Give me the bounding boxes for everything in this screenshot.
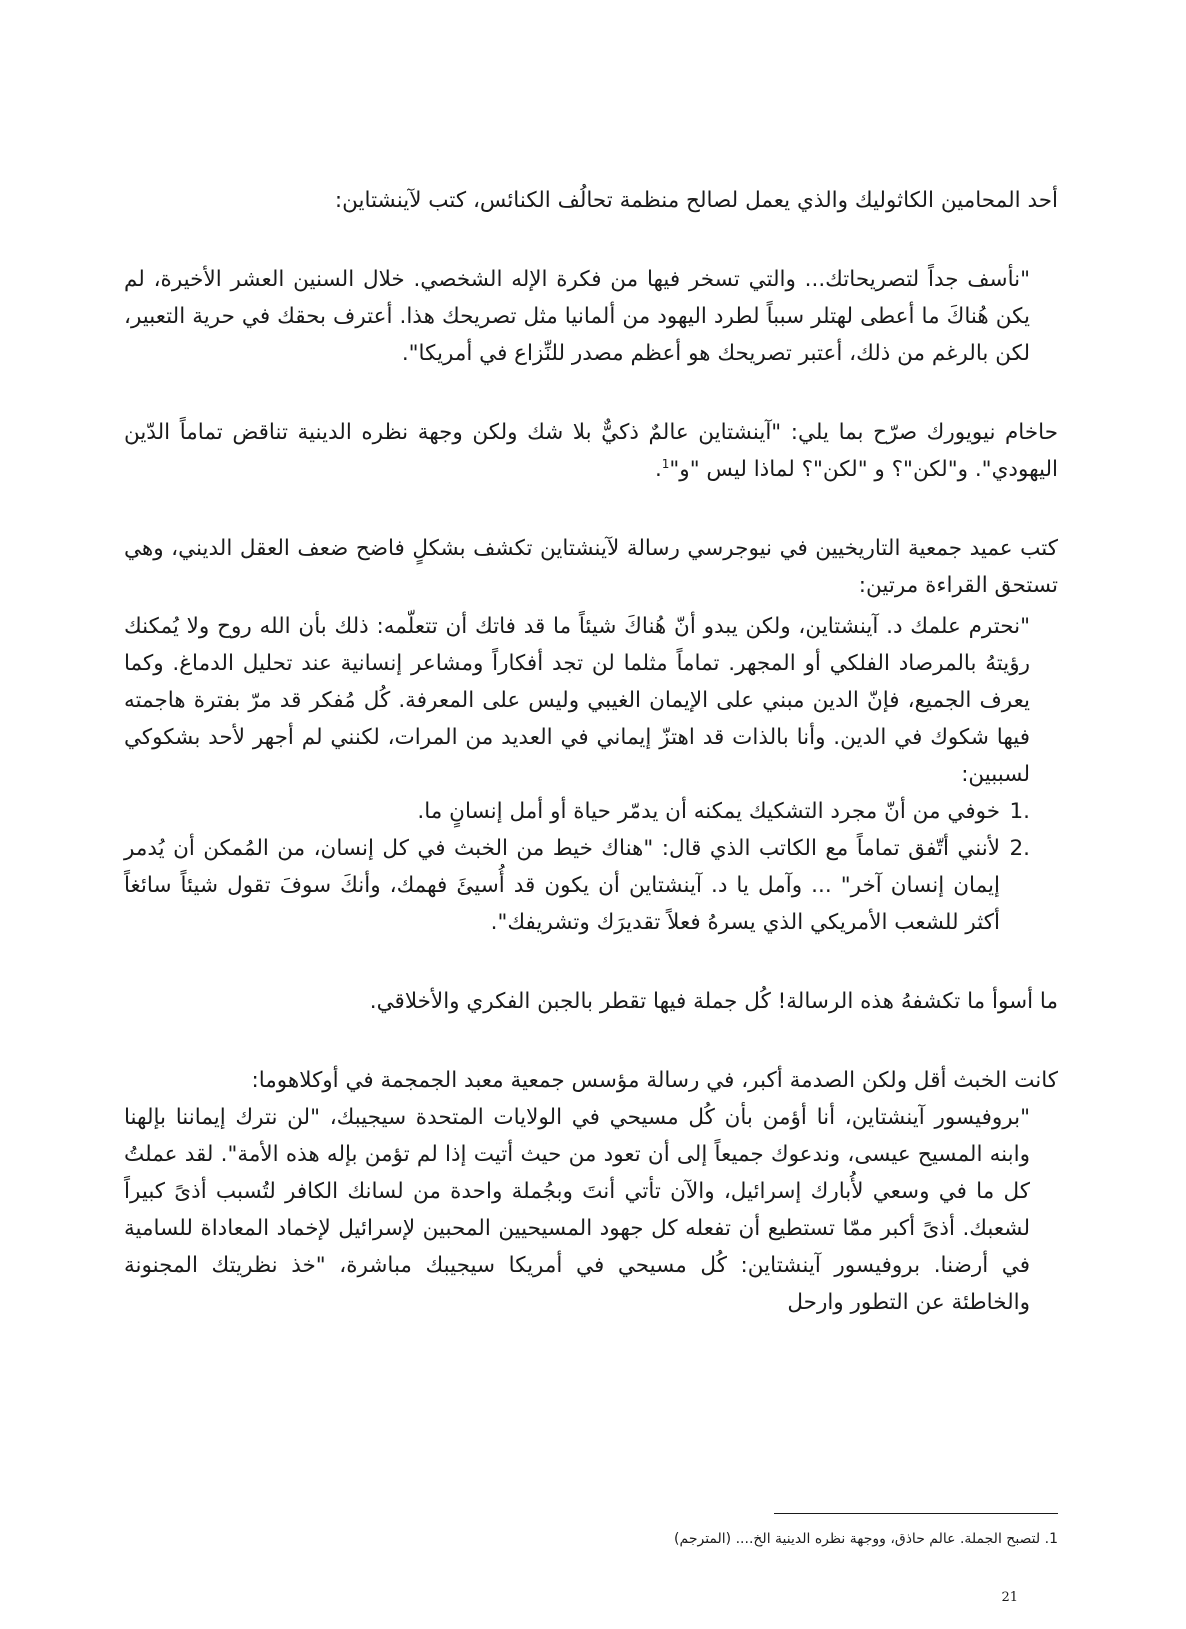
paragraph-commentary: ما أسوأ ما تكشفهُ هذه الرسالة! كُل جملة فيها تقطر بالجبن الفكري والأخلاقي. bbox=[369, 989, 1058, 1014]
footnote-reference[interactable]: 1 bbox=[661, 456, 670, 471]
page-number: 21 bbox=[1001, 1590, 1018, 1605]
list-item-number: 2. bbox=[1009, 836, 1030, 861]
paragraph-rabbi bbox=[124, 414, 1058, 488]
rabbi-text: حاخام نيويورك صرّح بما يلي: "آينشتاين عالمٌ ذكيٌّ بلا شك ولكن وجهة نظره الدينية تناقض تماماً الدّين اليهودي". و"لكن"؟ و "لكن"؟ لماذا ليس "و" bbox=[124, 420, 1058, 482]
quote-historians-letter: "نحترم علمك د. آينشتاين، ولكن يبدو أنّ هُناكَ شيئاً ما قد فاتك أن تتعلّمه: ذلك بأن الله روح ولا يُمكنك رؤيتهُ بالمرصاد الفلكي أو المجهر. تماماً مثلما لن تجد أفكاراً ومشاعر إنسانية عند تحليل الدماغ. وكما يعرف الجميع، فإنّ الدين مبني على الإيمان الغيبي وليس على المعرفة. كُل مُفكر قد مرّ بفترة هاجمته فيها شكوك في الدين. وأنا بالذات قد اهتزّ إيماني في العديد من المرات، لكنني لم أجهر لأحد بشكوكي لسببين: bbox=[124, 614, 1030, 787]
list-item bbox=[124, 793, 1058, 830]
footnote-divider bbox=[774, 1513, 1058, 1514]
list-item-text: خوفي من أنّ مجرد التشكيك يمكنه أن يدمّر حياة أو أمل إنسانٍ ما. bbox=[417, 799, 1000, 824]
paragraph-lawyer-intro: أحد المحامين الكاثوليك والذي يعمل لصالح منظمة تحالُف الكنائس، كتب لآينشتاين: bbox=[334, 188, 1058, 213]
paragraph-historians-intro: كتب عميد جمعية التاريخيين في نيوجرسي رسالة لآينشتاين تكشف بشكلٍ فاضح ضعف العقل الديني، وهي تستحق القراءة مرتين: bbox=[124, 536, 1058, 598]
quote-lawyer-letter: "نأسف جداً لتصريحاتك... والتي تسخر فيها من فكرة الإله الشخصي. خلال السنين العشر الأخيرة، لم يكن هُناكَ ما أعطى لهتلر سبباً لطرد اليهود من ألمانيا مثل تصريحك هذا. أعترف بحقك في حرية التعبير، لكن بالرغم من ذلك، أعتبر تصريحك هو أعظم مصدر للنِّزاع في أمريكا". bbox=[124, 267, 1030, 366]
footnote-text: 1. لتصبح الجملة. عالم حاذق، ووجهة نظره الدينية الخ.... (المترجم) bbox=[674, 1531, 1058, 1547]
quote-skull-temple-letter: "بروفيسور آينشتاين، أنا أؤمن بأن كُل مسيحي في الولايات المتحدة سيجيبك، "لن نترك إيماننا بإلهنا وابنه المسيح عيسى، وندعوك جميعاً إلى أن تعود من حيث أتيت إذا لم تؤمن بإله هذه الأمة". لقد عملتُ كل ما في وسعي لأُبارك إسرائيل، والآن تأتي أنتَ وبجُملة واحدة من لسانك الكافر لتُسبب أذىً كبيراً لشعبك. أذىً أكبر ممّا تستطيع أن تفعله كل جهود المسيحيين المحبين لإسرائيل لإخماد المعاداة للسامية في أرضنا. بروفيسور آينشتاين: كُل مسيحي في أمريكا سيجيبك مباشرة، "خذ نظريتك المجنونة والخاطئة عن التطور وارحل bbox=[124, 1105, 1030, 1315]
body-text bbox=[124, 182, 1058, 1321]
list-item-number: 1. bbox=[1009, 799, 1030, 824]
rabbi-text-end: . bbox=[654, 457, 662, 482]
list-item-text: لأنني أتّفق تماماً مع الكاتب الذي قال: "هناك خيط من الخبث في كل إنسان، من المُمكن أن يُدمر إيمان إنسان آخر" ... وآمل يا د. آينشتاين أن يكون قد أُسيئَ فهمك، وأنكَ سوفَ تقول شيئاً سائغاً أكثر للشعب الأمريكي الذي يسرهُ فعلاً تقديرَك وتشريفك". bbox=[124, 836, 1000, 935]
list-item bbox=[124, 830, 1058, 941]
reasons-list bbox=[124, 793, 1058, 941]
paragraph-skull-temple-intro: كانت الخبث أقل ولكن الصدمة أكبر، في رسالة مؤسس جمعية معبد الجمجمة في أوكلاهوما: bbox=[251, 1068, 1058, 1093]
